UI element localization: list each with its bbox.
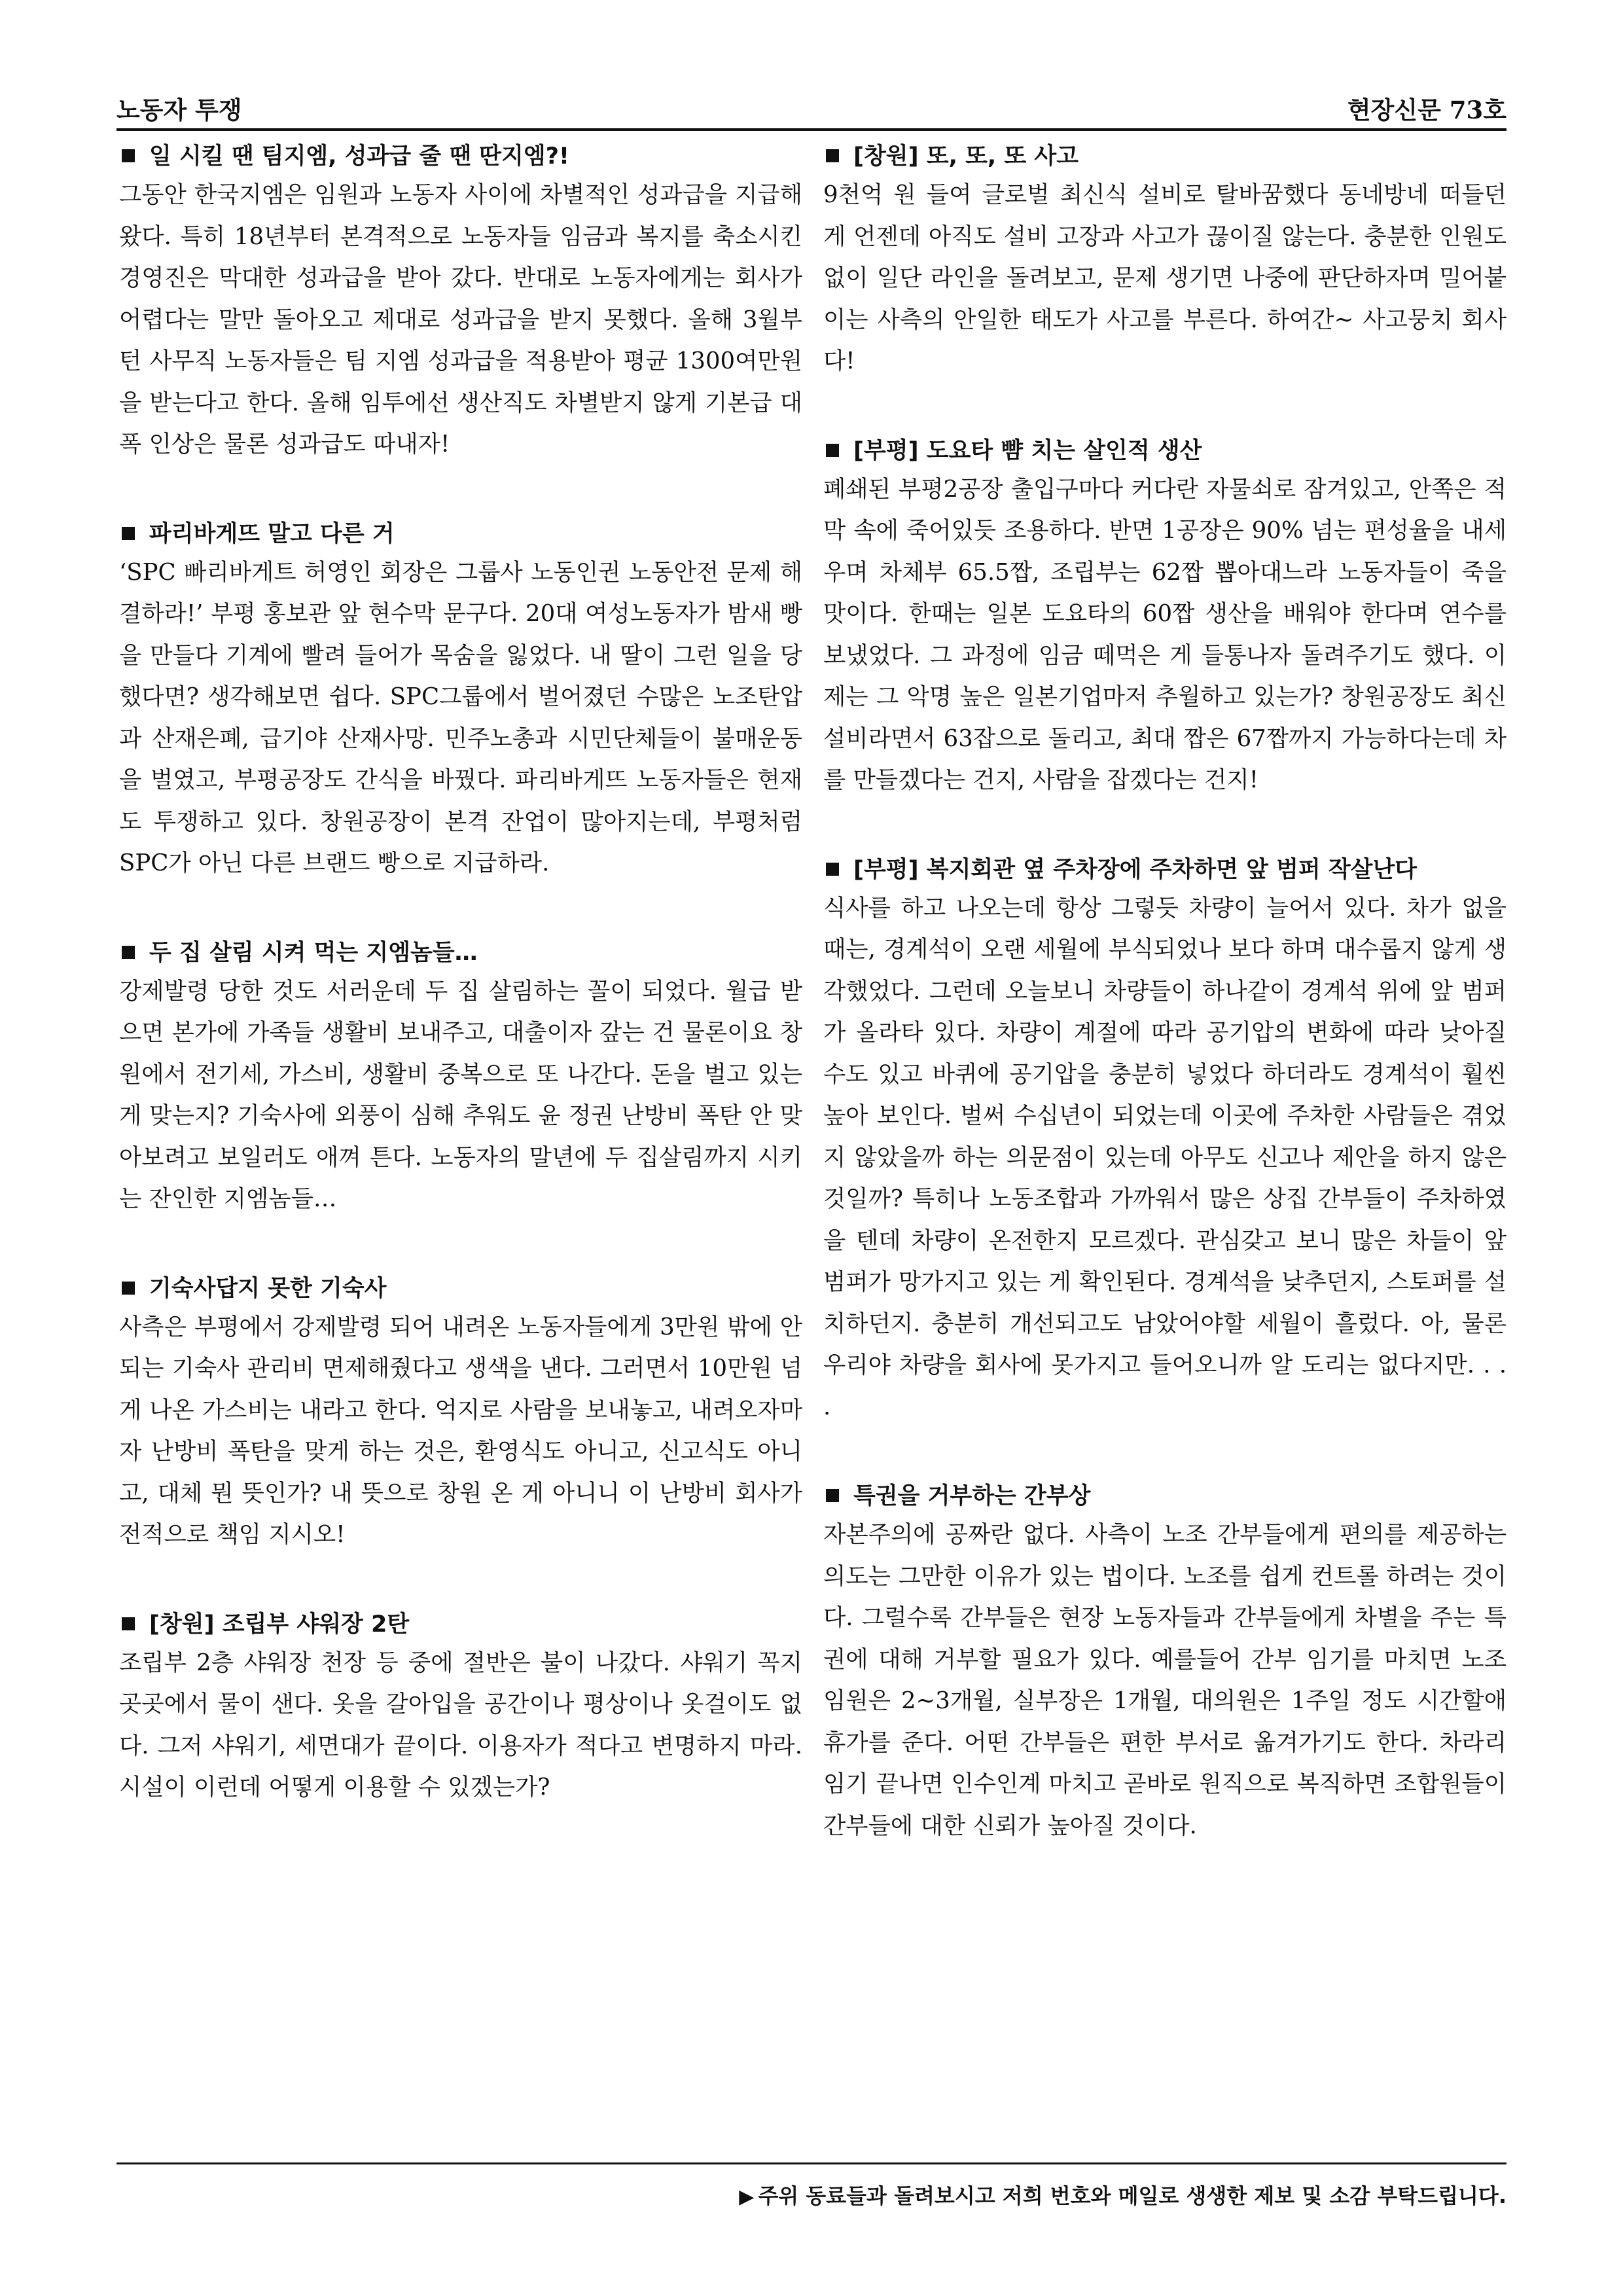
left-column (119, 139, 802, 1808)
header-rule (116, 128, 1507, 131)
article-title-text: [창원] 조립부 샤워장 2탄 (149, 1611, 410, 1638)
article-title-text: 두 집 살림 시켜 먹는 지엠놈들… (149, 939, 478, 966)
article-body: 자본주의에 공짜란 없다. 사측이 노조 간부들에게 편의를 제공하는 의도는 그만한 이유가 있는 법이다. 노조를 쉽게 컨트롤 하려는 것이다. 그럴수록 간부들은 현장 노동자들과 간부들에게 차별을 주는 특권에 대해 거부할 필요가 있다. 예를들어 간부 임기를 마치면 노조 임원은 2~3개월, 실부장은 1개월, 대의원은 1주일 정도 시간할애 휴가를 준다. 어떤 간부들은 편한 부서로 옮겨가기도 한다. 차라리 임기 끝나면 인수인계 마치고 곧바로 원직으로 복직하면 조합원들이 간부들에 대한 신뢰가 높아질 것이다. (823, 1521, 1507, 1839)
square-bullet-icon (122, 1617, 135, 1630)
article-title-text: 파리바게뜨 말고 다른 거 (149, 520, 395, 547)
square-bullet-icon (826, 149, 839, 162)
article-body: 사측은 부평에서 강제발령 되어 내려온 노동자들에게 3만원 밖에 안되는 기숙사 관리비 면제해줬다고 생색을 낸다. 그러면서 10만원 넘게 나온 가스비는 내라고 한다. 억지로 사람을 보내놓고, 내려오자마자 난방비 폭탄을 맞게 하는 것은, 환영식도 아니고, 신고식도 아니고, 대체 뭔 뜻인가? 내 뜻으로 창원 온 게 아니니 이 난방비 회사가 전적으로 책임 지시오! (119, 1313, 802, 1548)
article-title (823, 1479, 1507, 1514)
footer-rule (116, 2162, 1507, 2164)
article-title (119, 139, 802, 174)
square-bullet-icon (826, 1489, 839, 1502)
article-body: 식사를 하고 나오는데 항상 그렇듯 차량이 늘어서 있다. 차가 없을 때는, 경계석이 오랜 세월에 부식되었나 보다 하며 대수롭지 않게 생각했었다. 그런데 오늘보니 차량들이 하나같이 경계석 위에 앞 범퍼가 올라타 있다. 차량이 계절에 따라 공기압의 변화에 따라 낮아질 수도 있고 바퀴에 공기압을 충분히 넣었다 하더라도 경계석이 훨씬 높아 보인다. 벌써 수십년이 되었는데 이곳에 주차한 사람들은 겪었지 않았을까 하는 의문점이 있는데 아무도 신고나 제안을 하지 않은 것일까? 특히나 노동조합과 가까워서 많은 상집 간부들이 주차하였을 텐데 차량이 온전한지 모르겠다. 관심갖고 보니 많은 차들이 앞 범퍼가 망가지고 있는 게 확인된다. 경계석을 낮추던지, 스토퍼를 설치하던지. 충분히 개선되고도 남았어야할 세월이 흘렀다. 아, 물론 우리야 차량을 회사에 못가지고 들어오니까 알 도리는 없다지만. . . . (823, 894, 1507, 1420)
right-column (823, 139, 1507, 1846)
square-bullet-icon (826, 444, 839, 457)
issue-number: 현장신문 73호 (1347, 96, 1507, 124)
article-body: 강제발령 당한 것도 서러운데 두 집 살림하는 꼴이 되었다. 월급 받으면 본가에 가족들 생활비 보내주고, 대출이자 갚는 건 물론이요 창원에서 전기세, 가스비, 생활비 중복으로 또 나간다. 돈을 벌고 있는게 맞는지? 기숙사에 외풍이 심해 추워도 윤 정권 난방비 폭탄 안 맞아보려고 보일러도 애껴 튼다. 노동자의 말년에 두 집살림까지 시키는 잔인한 지엠놈들… (119, 977, 802, 1212)
article-title-text: 특권을 거부하는 간부상 (853, 1483, 1091, 1509)
article-title (119, 935, 802, 971)
article-title (119, 516, 802, 552)
article-title-text: 기숙사답지 못한 기숙사 (149, 1275, 387, 1302)
footer-text: 주위 동료들과 돌려보시고 저희 번호와 메일로 생생한 제보 및 소감 부탁드립니다. (758, 2183, 1507, 2208)
square-bullet-icon (122, 946, 135, 959)
article-title (119, 1271, 802, 1306)
article (823, 139, 1507, 382)
article-title-text: [부평] 도요타 뺨 치는 살인적 생산 (853, 437, 1202, 464)
article-title (823, 852, 1507, 888)
right-triangle-icon: ▶ (739, 2185, 755, 2208)
article (823, 1479, 1507, 1846)
article (119, 1271, 802, 1556)
article-title-text: [창원] 또, 또, 또 사고 (853, 143, 1079, 170)
square-bullet-icon (122, 149, 135, 162)
article-body: 조립부 2층 샤워장 천장 등 중에 절반은 불이 나갔다. 샤워기 꼭지 곳곳에서 물이 샌다. 옷을 갈아입을 공간이나 평상이나 옷걸이도 없다. 그저 샤워기, 세면대가 끝이다. 이용자가 적다고 변명하지 마라. 시설이 이런데 어떻게 이용할 수 있겠는가? (119, 1649, 802, 1801)
article-body: 그동안 한국지엠은 임원과 노동자 사이에 차별적인 성과급을 지급해왔다. 특히 18년부터 본격적으로 노동자들 임금과 복지를 축소시킨 경영진은 막대한 성과급을 받아 갔다. 반대로 노동자에게는 회사가 어렵다는 말만 돌아오고 제대로 성과급을 받지 못했다. 올해 3월부턴 사무직 노동자들은 팀 지엠 성과급을 적용받아 평균 1300여만원을 받는다고 한다. 올해 임투에선 생산직도 차별받지 않게 기본급 대폭 인상은 물론 성과급도 따내자! (119, 181, 802, 457)
square-bullet-icon (826, 863, 839, 876)
page-header (116, 90, 1507, 132)
article-title (823, 139, 1507, 174)
article-title-text: 일 시킬 땐 팀지엠, 성과급 줄 땐 딴지엠?! (149, 143, 570, 170)
article-body: 9천억 원 들여 글로벌 최신식 설비로 탈바꿈했다 동네방네 떠들던 게 언젠데 아직도 설비 고장과 사고가 끊이질 않는다. 충분한 인원도 없이 일단 라인을 돌려보고, 문제 생기면 나중에 판단하자며 밀어붙이는 사측의 안일한 태도가 사고를 부른다. 하여간~ 사고뭉치 회사다! (823, 181, 1507, 374)
section-name: 노동자 투쟁 (116, 96, 242, 124)
article (119, 935, 802, 1220)
article-title (823, 433, 1507, 469)
article-body: 폐쇄된 부평2공장 출입구마다 커다란 자물쇠로 잠겨있고, 안쪽은 적막 속에 죽어있듯 조용하다. 반면 1공장은 90% 넘는 편성율을 내세우며 차체부 65.5짭, 조립부는 62짭 뽑아대느라 노동자들이 죽을 맛이다. 한때는 일본 도요타의 60짭 생산을 배워야 한다며 연수를 보냈었다. 그 과정에 임금 떼먹은 게 들통나자 돌려주기도 했다. 이제는 그 악명 높은 일본기업마저 추월하고 있는가? 창원공장도 최신설비라면서 63잡으로 돌리고, 최대 짭은 67짭까지 가능하다는데 차를 만들겠다는 건지, 사람을 잡겠다는 건지! (823, 475, 1507, 793)
article-title-text: [부평] 복지회관 옆 주차장에 주차하면 앞 범퍼 작살난다 (853, 856, 1418, 883)
article (119, 1607, 802, 1808)
article-body: ‘SPC 빠리바게트 허영인 회장은 그룹사 노동인권 노동안전 문제 해결하라!’ 부평 홍보관 앞 현수막 문구다. 20대 여성노동자가 밤새 빵을 만들다 기계에 빨려 들어가 목숨을 잃었다. 내 딸이 그런 일을 당했다면? 생각해보면 쉽다. SPC그룹에서 벌어졌던 수많은 노조탄압과 산재은폐, 급기야 산재사망. 민주노총과 시민단체들이 불매운동을 벌였고, 부평공장도 간식을 바꿨다. 파리바게뜨 노동자들은 현재도 투쟁하고 있다. 창원공장이 본격 잔업이 많아지는데, 부평처럼 SPC가 아닌 다른 브랜드 빵으로 지급하라. (119, 558, 802, 876)
article (823, 433, 1507, 801)
square-bullet-icon (122, 527, 135, 540)
article-title (119, 1607, 802, 1642)
footer-note (739, 2179, 1507, 2210)
article (119, 516, 802, 884)
square-bullet-icon (122, 1282, 135, 1295)
article (119, 139, 802, 465)
article (823, 852, 1507, 1428)
